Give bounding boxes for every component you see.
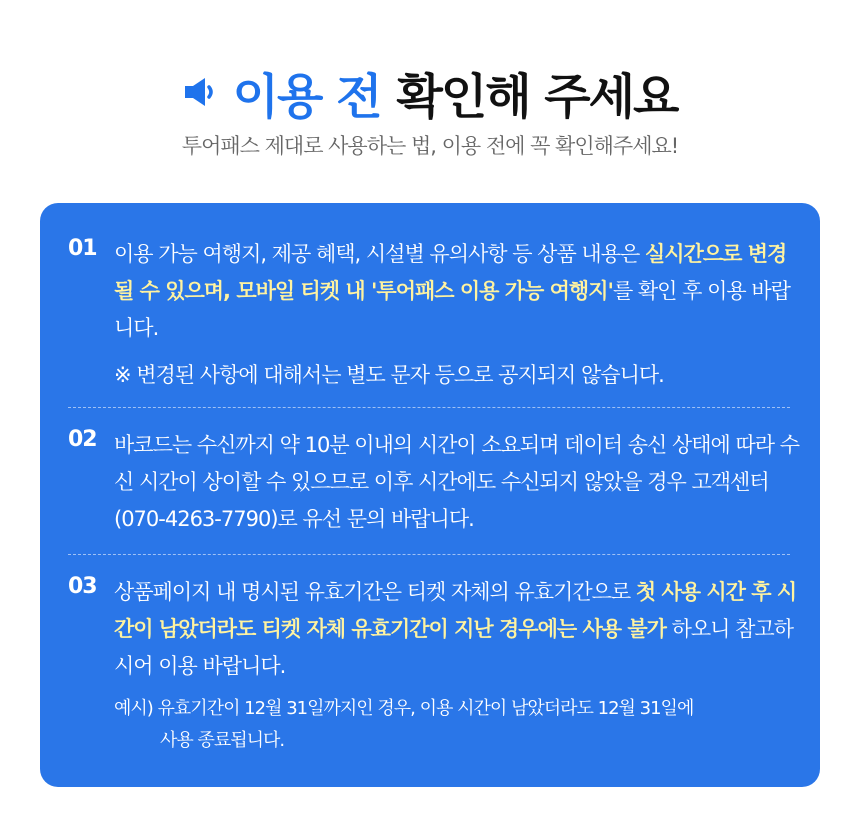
notice-item-02 bbox=[68, 427, 802, 538]
divider bbox=[68, 554, 790, 555]
highlight-text: 실시간으로 변경될 수 있으며, 모바일 티켓 내 '투어패스 이용 가능 여행지' bbox=[114, 242, 787, 303]
speaker-icon bbox=[183, 65, 219, 121]
page-title bbox=[0, 58, 860, 127]
item-text: 이용 가능 여행지, 제공 혜택, 시설별 유의사항 등 상품 내용은 실시간으로 변경될 수 있으며, 모바일 티켓 내 '투어패스 이용 가능 여행지'를 확인 후 이용 바랍니다. bbox=[114, 242, 790, 340]
notice-item-03 bbox=[68, 574, 802, 757]
highlight-text: 첫 사용 시간 후 시간이 남았더라도 티켓 자체 유효기간이 지난 경우에는 사용 불가 bbox=[114, 580, 797, 641]
item-note: ※ 변경된 사항에 대해서는 별도 문자 등으로 공지되지 않습니다. bbox=[114, 363, 664, 387]
title-accent: 이용 전 bbox=[232, 69, 381, 125]
page-subtitle: 투어패스 제대로 사용하는 법, 이용 전에 꼭 확인해주세요! bbox=[181, 134, 679, 158]
item-example-note: 예시) 유효기간이 12월 31일까지인 경우, 이용 시간이 남았더라도 12월 31일에 사용 종료됩니다. bbox=[114, 698, 694, 751]
title-rest: 확인해 주세요 bbox=[396, 69, 678, 125]
item-number: 01 bbox=[68, 236, 97, 261]
notice-card bbox=[40, 203, 820, 787]
notice-item-01 bbox=[68, 236, 802, 393]
item-number: 02 bbox=[68, 427, 97, 452]
divider bbox=[68, 407, 790, 408]
item-text: 바코드는 수신까지 약 10분 이내의 시간이 소요되며 데이터 송신 상태에 따라 수신 시간이 상이할 수 있으므로 이후 시간에도 수신되지 않았을 경우 고객센터(070-4263-7790)로 유선 문의 바랍니다. bbox=[114, 433, 800, 531]
item-text: 상품페이지 내 명시된 유효기간은 티켓 자체의 유효기간으로 첫 사용 시간 후 시간이 남았더라도 티켓 자체 유효기간이 지난 경우에는 사용 불가 하오니 참고하시어 이용 바랍니다. bbox=[114, 580, 797, 678]
item-number: 03 bbox=[68, 574, 97, 599]
